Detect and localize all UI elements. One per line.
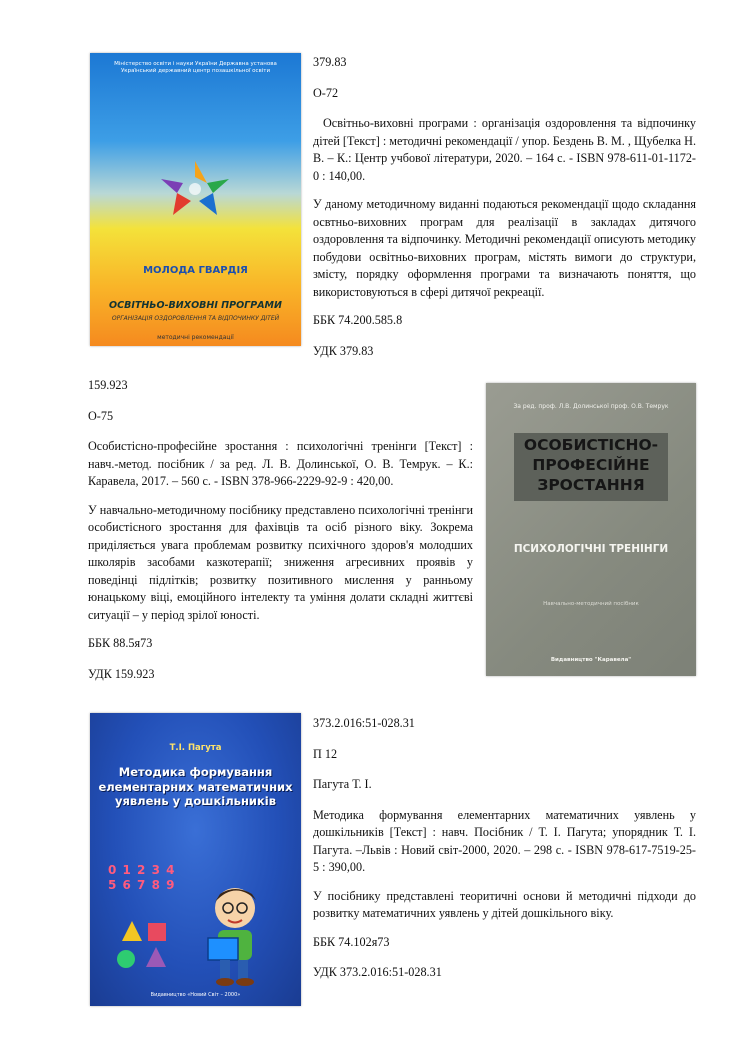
cover2-publisher: Видавництво "Каравела" [550, 657, 632, 663]
cover2-title: ОСОБИСТІСНО-ПРОФЕСІЙНЕ ЗРОСТАННЯ [523, 436, 659, 494]
entry-1-text [313, 54, 696, 373]
cover2-subtitle: ПСИХОЛОГІЧНІ ТРЕНІНГИ [513, 543, 669, 555]
entry-2-text [88, 377, 473, 696]
cover3-publisher: Видавництво «Новий Світ – 2000» [150, 992, 241, 998]
bbk-index: ББК 88.5я73 [88, 636, 153, 650]
author-mark: П 12 [313, 746, 338, 761]
book-cover-3 [90, 713, 301, 1006]
class-code: 373.2.016:51-028.31 [313, 716, 415, 730]
cover1-brand: МОЛОДА ГВАРДІЯ [143, 265, 248, 276]
boy-reading-icon [190, 878, 280, 988]
bibliography: Методика формування елементарних математичних уявлень у дошкільників [Текст] : навч. Посібник / Т. І. Пагута; упорядник Т. І. Пагута. –Львів : Новий світ-2000, 2020. – 298 с. - ISBN 978-617-7519-25-5 : 390,00. [313, 807, 696, 874]
cover3-title: Методика формування елементарних математичних уявлень у дошкільників [98, 765, 293, 808]
entry-3-text [313, 715, 696, 995]
annotation: У навчально-методичному посібнику представлено психологічні тренінги особистісного зростання для фахівців та осіб різного віку. Зокрема приділяється увага проблемам розвитку психічного здоров'я молодших школярів засобами казкотерапії; зниження агресивних проявів у поведінці підлітків; розвитку позитивного мислення у ранньому юнацькому віці, емоційного інтелекту та уміння долати складні життєві ситуації – у період зрілої юності. [88, 502, 473, 622]
cover2-kind: Навчально-методичний посібник [543, 601, 639, 607]
author-name: Пагута Т. І. [313, 777, 372, 791]
geometric-shapes-icon [112, 913, 182, 973]
bbk-index: ББК 74.102я73 [313, 934, 390, 949]
bbk-index: ББК 74.200.585.8 [313, 313, 403, 327]
annotation: У посібнику представлені теоритичні основи й методичні підходи до розвитку математичних уявлень у дітей дошкільного віку. [313, 888, 696, 920]
cover1-subtitle: ОРГАНІЗАЦІЯ ОЗДОРОВЛЕННЯ ТА ВІДПОЧИНКУ ДІТЕЙ [111, 315, 280, 322]
udk-index: УДК 379.83 [313, 343, 374, 358]
bibliography: Освітньо-виховні програми : організація оздоровлення та відпочинку дітей [Текст] : методичні рекомендації / упор. Бездень В. М. , Щубелка Н. В. – К.: Центр учбової літератури, 2020. – 164 с. - ISBN 978-611-01-1172-0 : 140,00. [313, 116, 696, 183]
cover3-digits: 0 1 2 3 4 5 6 7 8 9 [108, 863, 176, 892]
book-cover-1 [90, 53, 301, 346]
annotation: У даному методичному виданні подаються рекомендації щодо складання освтньо-виховних програм для реалізації в закладах дитячого оздоровлення та відпочинку. Методичні рекомендації описують методику побудови освітньо-виховних програм, містять вимоги до структури, змісту, порядку оформлення програми та визначають поняття, що використовуються в сфері дитячої рекреації. [313, 197, 696, 299]
udk-index: УДК 373.2.016:51-028.31 [313, 965, 442, 979]
author-mark: О-72 [313, 85, 339, 100]
star-logo-icon [155, 153, 235, 223]
author-mark: О-75 [88, 408, 114, 423]
cover1-title: ОСВІТНЬО-ВИХОВНІ ПРОГРАМИ [109, 300, 282, 311]
udk-index: УДК 159.923 [88, 666, 155, 681]
class-code: 159.923 [88, 378, 128, 392]
class-code: 379.83 [313, 55, 347, 69]
cover2-editors: За ред. проф. Л.В. Долинської проф. О.В. Темрук [513, 403, 669, 410]
cover1-top-text: Міністерство освіти і науки України Державна установа Український державний центр позашкільної освіти [114, 61, 277, 74]
bibliography: Особистісно-професійне зростання : психологічні тренінги [Текст] : навч.-метод. посібник / за ред. Л. В. Долинської, О. В. Темрук. – К.: Каравела, 2017. – 560 с. - ISBN 378-966-2229-92-9 : 420,00. [88, 439, 473, 488]
cover1-kind: методичні рекомендації [157, 334, 234, 341]
book-cover-2 [486, 383, 696, 676]
cover3-author: Т.І. Пагута [169, 743, 222, 753]
